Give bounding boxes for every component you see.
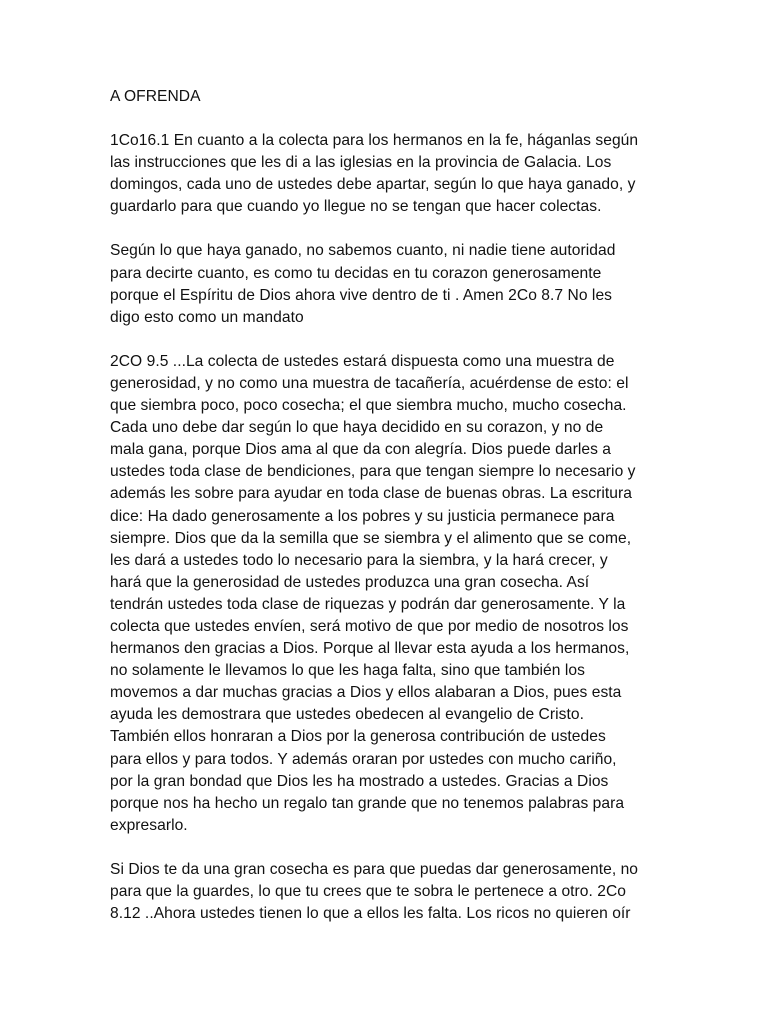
paragraph-2co95: 2CO 9.5 ...La colecta de ustedes estará dispuesta como una muestra de generosidad, y no como una muestra de tacañería, acuérdense de esto: el que siembra poco, poco cosecha; el que siembra mucho, mucho cosecha. Cada uno debe dar según lo que haya decidido en su corazon, y no de mala gana, porque Dios ama al que da con alegría. Dios puede darles a ustedes toda clase de bendiciones, para que tengan siempre lo necesario y además les sobre para ayudar en toda clase de buenas obras. La escritura dice: Ha dado generosamente a los pobres y su justicia permanece para siempre. Dios que da la semilla que se siembra y el alimento que se come, les dará a ustedes todo lo necesario para la siembra, y la hará crecer, y hará que la generosidad de ustedes produzca una gran cosecha. Así tendrán ustedes toda clase de riquezas y podrán dar generosamente. Y la colecta que ustedes envíen, será motivo de que por medio de nosotros los hermanos den gracias a Dios. Porque al llevar esta ayuda a los hermanos, no solamente le llevamos lo que les haga falta, sino que también los movemos a dar muchas gracias a Dios y ellos alabaran a Dios, pues esta ayuda les demostrara que ustedes obedecen al evangelio de Cristo. También ellos honraran a Dios por la generosa contribución de ustedes para ellos y para todos. Y además oraran por ustedes con mucho cariño, por la gran bondad que Dios les ha mostrado a ustedes. Gracias a Dios porque nos ha hecho un regalo tan grande que no tenemos palabras para expresarlo. bbox=[110, 352, 636, 834]
paragraph-1co16: 1Co16.1 En cuanto a la colecta para los hermanos en la fe, háganlas según las instrucciones que les di a las iglesias en la provincia de Galacia. Los domingos, cada uno de ustedes debe apartar, según lo que haya ganado, y guardarlo para que cuando yo llegue no se tengan que hacer colectas. bbox=[110, 132, 639, 216]
paragraph-segun: Según lo que haya ganado, no sabemos cuanto, ni nadie tiene autoridad para decirte cuanto, es como tu decidas en tu corazon generosamente porque el Espíritu de Dios ahora vive dentro de ti . Amen 2Co 8.7 No les digo esto como un mandato bbox=[110, 242, 616, 326]
paragraph-si-dios: Si Dios te da una gran cosecha es para que puedas dar generosamente, no para que la guardes, lo que tu crees que te sobra le pertenece a otro. 2Co 8.12 ..Ahora ustedes tienen lo que a ellos les falta. Los ricos no quieren oír bbox=[110, 860, 639, 923]
document-page bbox=[110, 86, 670, 947]
document-title: A OFRENDA bbox=[110, 88, 201, 105]
